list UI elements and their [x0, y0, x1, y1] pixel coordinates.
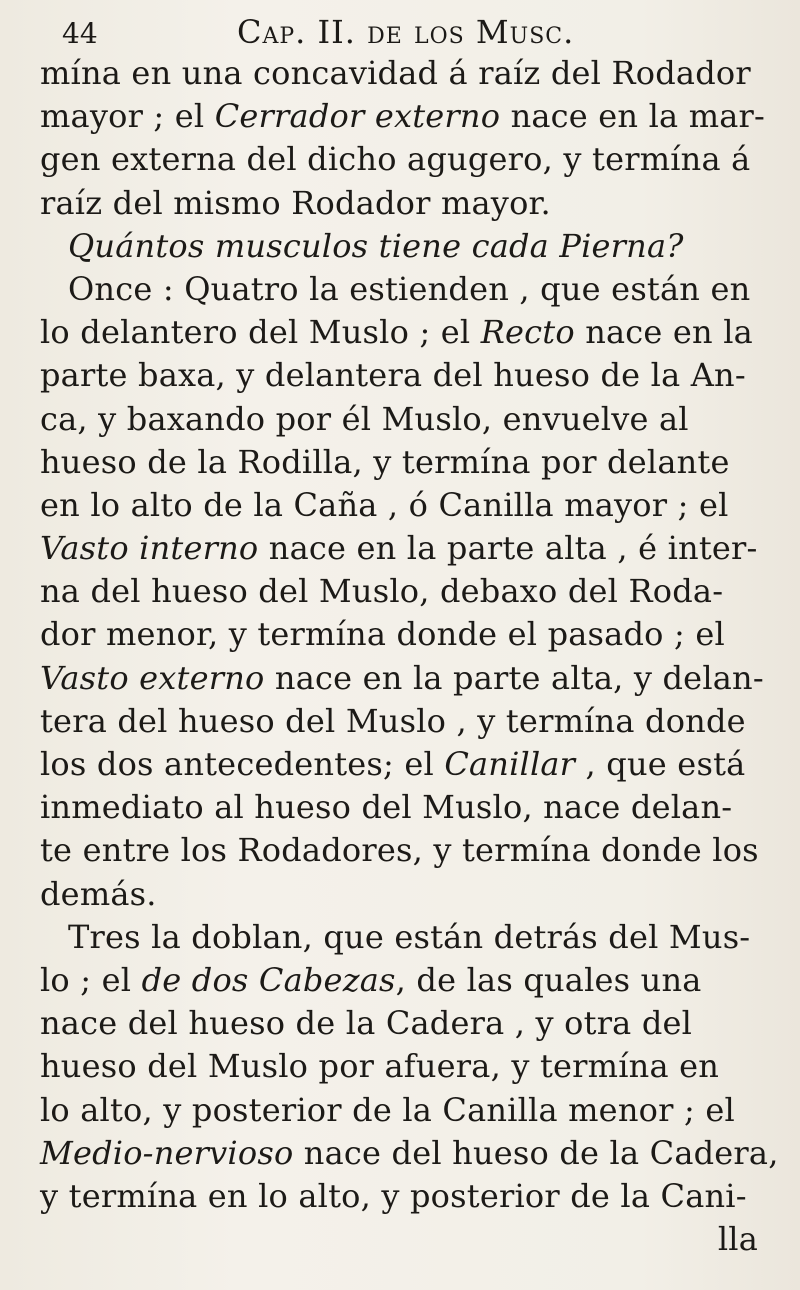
- body-text: [40, 52, 780, 1261]
- text-line: parte baxa, y delantera del hueso de la An-: [40, 356, 746, 395]
- text-line: tera del hueso del Muslo , y termína donde: [40, 701, 746, 740]
- muscle-term: Vasto externo: [40, 658, 265, 697]
- text-line: te entre los Rodadores, y termína donde los: [40, 831, 759, 870]
- muscle-term: Canillar: [444, 745, 576, 783]
- text-line: Once : Quatro la estienden , que están en: [68, 269, 751, 308]
- text-line: Medio-nervioso nace del hueso de la Cadera,: [40, 1133, 779, 1172]
- text-line: dor menor, y termína donde el pasado ; el: [40, 615, 725, 654]
- muscle-term: de dos Cabezas: [141, 960, 396, 999]
- text-line: lo alto, y posterior de la Canilla menor ; el: [40, 1090, 735, 1129]
- text-line: gen externa del dicho agugero, y termína á: [40, 140, 751, 179]
- muscle-term: Cerrador externo: [214, 97, 501, 136]
- question-heading: Quántos musculos tiene cada Pierna?: [68, 226, 684, 265]
- text-line: Tres la doblan, que están detrás del Mus-: [68, 917, 751, 956]
- muscle-term: Medio-nervioso: [40, 1133, 294, 1172]
- text-line: los dos antecedentes; el Canillar , que está: [40, 745, 746, 783]
- muscle-term: Vasto interno: [40, 529, 259, 568]
- running-header: [62, 10, 742, 54]
- text-line: raíz del mismo Rodador mayor.: [40, 183, 551, 222]
- text-line: mayor ; el Cerrador externo nace en la mar-: [40, 97, 766, 136]
- text-line: nace del hueso de la Cadera , y otra del: [40, 1004, 693, 1043]
- text-line: en lo alto de la Caña , ó Canilla mayor ; el: [40, 485, 729, 524]
- page-number: 44: [62, 17, 98, 50]
- text-line: hueso del Muslo por afuera, y termína en: [40, 1047, 720, 1086]
- catchword: lla: [717, 1220, 758, 1259]
- text-line: lo delantero del Muslo ; el Recto nace en la: [40, 313, 753, 352]
- muscle-term: Recto: [480, 313, 575, 352]
- text-line: inmediato al hueso del Muslo, nace delan-: [40, 788, 733, 827]
- text-line: Vasto interno nace en la parte alta , é inter-: [40, 529, 758, 568]
- text-line: y termína en lo alto, y posterior de la Cani-: [40, 1176, 747, 1215]
- text-line: demás.: [40, 874, 157, 913]
- text-line: mína en una concavidad á raíz del Rodador: [40, 54, 751, 92]
- text-line: hueso de la Rodilla, y termína por delante: [40, 442, 730, 481]
- chapter-running-title: Cap. II. de los Musc.: [237, 13, 575, 51]
- text-line: lo ; el de dos Cabezas, de las quales una: [40, 960, 702, 999]
- text-line: na del hueso del Muslo, debaxo del Roda-: [40, 572, 724, 611]
- text-line: ca, y baxando por él Muslo, envuelve al: [40, 399, 689, 438]
- text-line: Vasto externo nace en la parte alta, y delan-: [40, 658, 764, 697]
